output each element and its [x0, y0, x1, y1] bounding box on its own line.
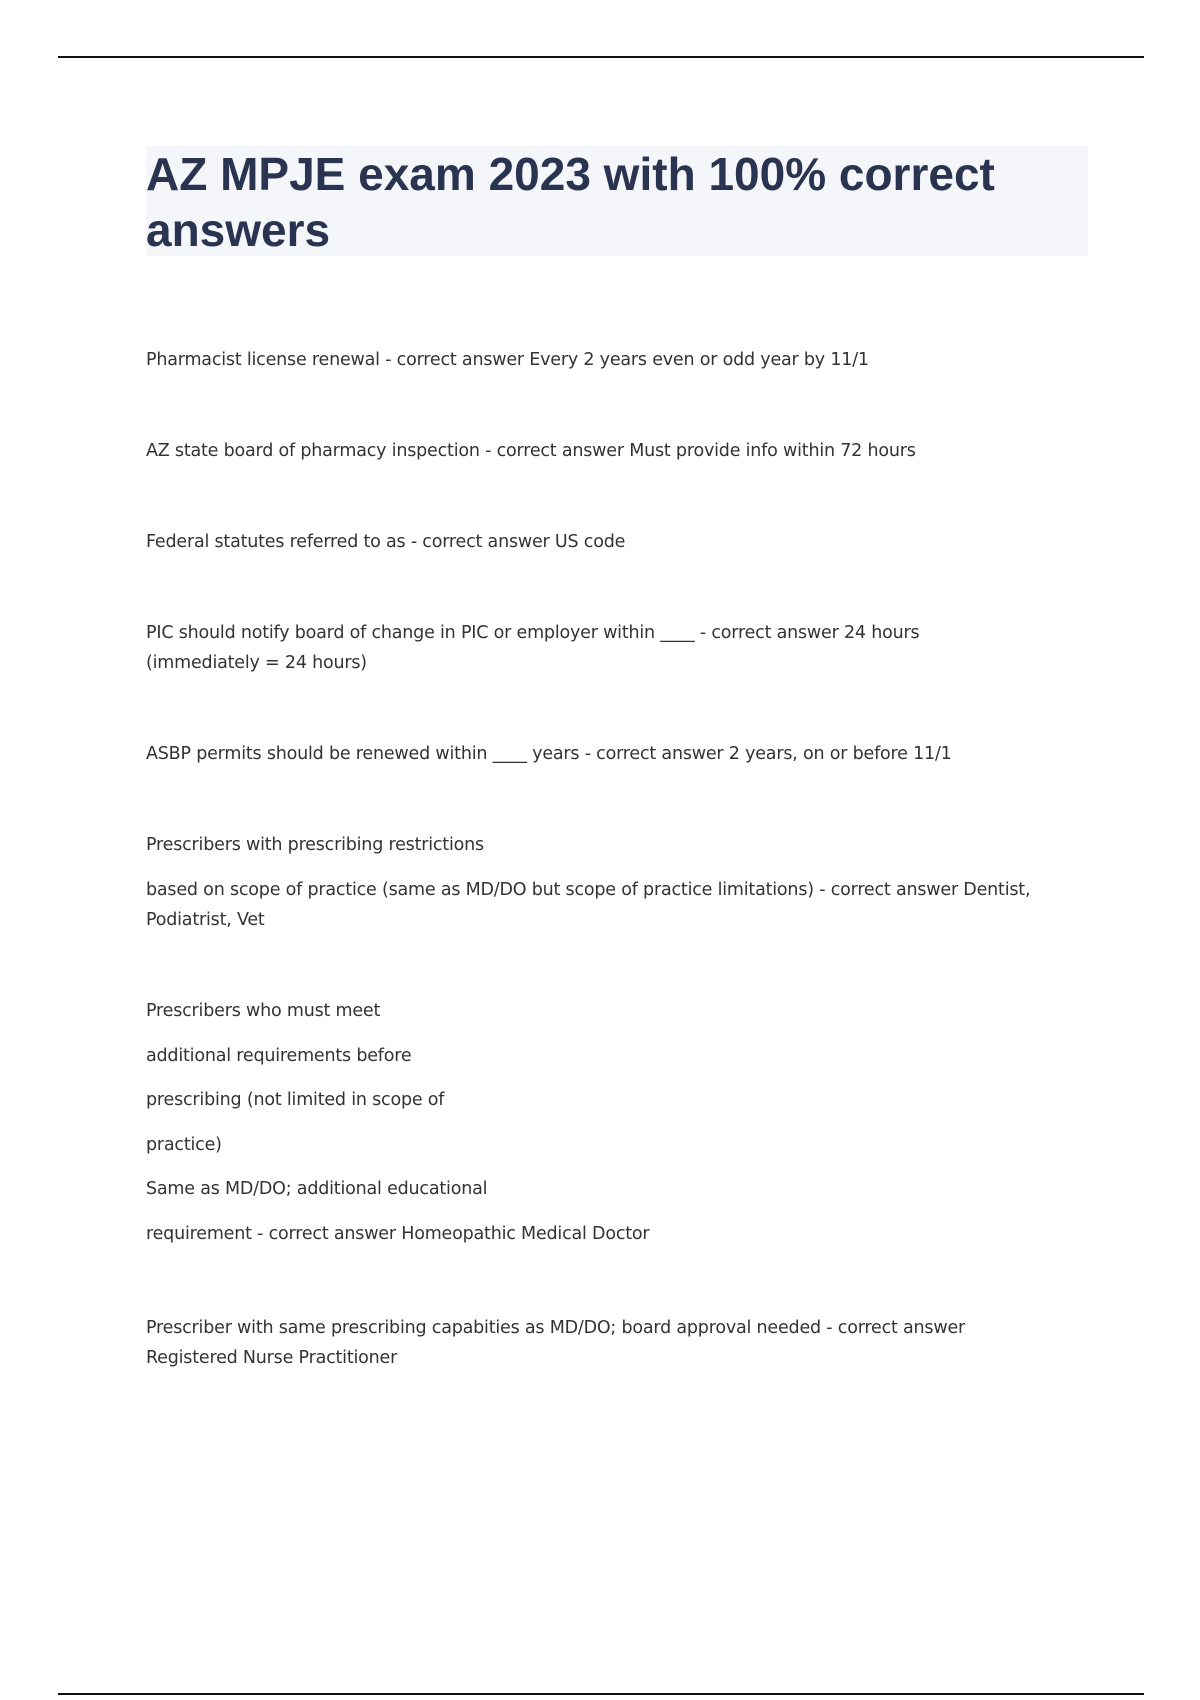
title-banner — [146, 146, 1088, 256]
qa-item — [146, 345, 1096, 375]
qa-text: Same as MD/DO; additional educational — [146, 1179, 488, 1199]
qa-text: Prescribers with prescribing restrictions — [146, 835, 484, 855]
qa-item — [146, 618, 1096, 678]
qa-item — [146, 996, 1096, 1249]
qa-text: based on scope of practice (same as MD/DO but scope of practice limitations) - correct answer Dentist, — [146, 880, 1031, 900]
qa-item — [146, 739, 1096, 769]
qa-text: AZ state board of pharmacy inspection - correct answer Must provide info within 72 hours — [146, 441, 916, 461]
qa-item — [146, 830, 1096, 860]
qa-item — [146, 436, 1096, 466]
qa-text: ASBP permits should be renewed within ____ years - correct answer 2 years, on or before 11/1 — [146, 744, 952, 764]
qa-text: PIC should notify board of change in PIC or employer within ____ - correct answer 24 hours — [146, 623, 920, 643]
qa-text: requirement - correct answer Homeopathic Medical Doctor — [146, 1223, 650, 1244]
qa-item-continued — [146, 875, 1096, 935]
document-title: AZ MPJE exam 2023 with 100% correct answers — [146, 148, 995, 256]
qa-text: Prescribers who must meet — [146, 1001, 381, 1021]
qa-text: (immediately = 24 hours) — [146, 653, 367, 673]
qa-text: practice) — [146, 1134, 222, 1155]
qa-text: Federal statutes referred to as - correct answer US code — [146, 532, 626, 552]
footer-rule — [58, 1693, 1144, 1695]
qa-text: prescribing (not limited in scope of — [146, 1090, 445, 1110]
qa-text: Podiatrist, Vet — [146, 910, 265, 930]
header-rule — [58, 56, 1144, 58]
qa-text: Registered Nurse Practitioner — [146, 1348, 398, 1368]
qa-text: Pharmacist license renewal - correct answer Every 2 years even or odd year by 11/1 — [146, 350, 869, 370]
qa-text: additional requirements before — [146, 1045, 412, 1066]
qa-item — [146, 1313, 1096, 1373]
qa-text: Prescriber with same prescribing capabities as MD/DO; board approval needed - correct answer — [146, 1318, 966, 1338]
qa-item — [146, 527, 1096, 557]
